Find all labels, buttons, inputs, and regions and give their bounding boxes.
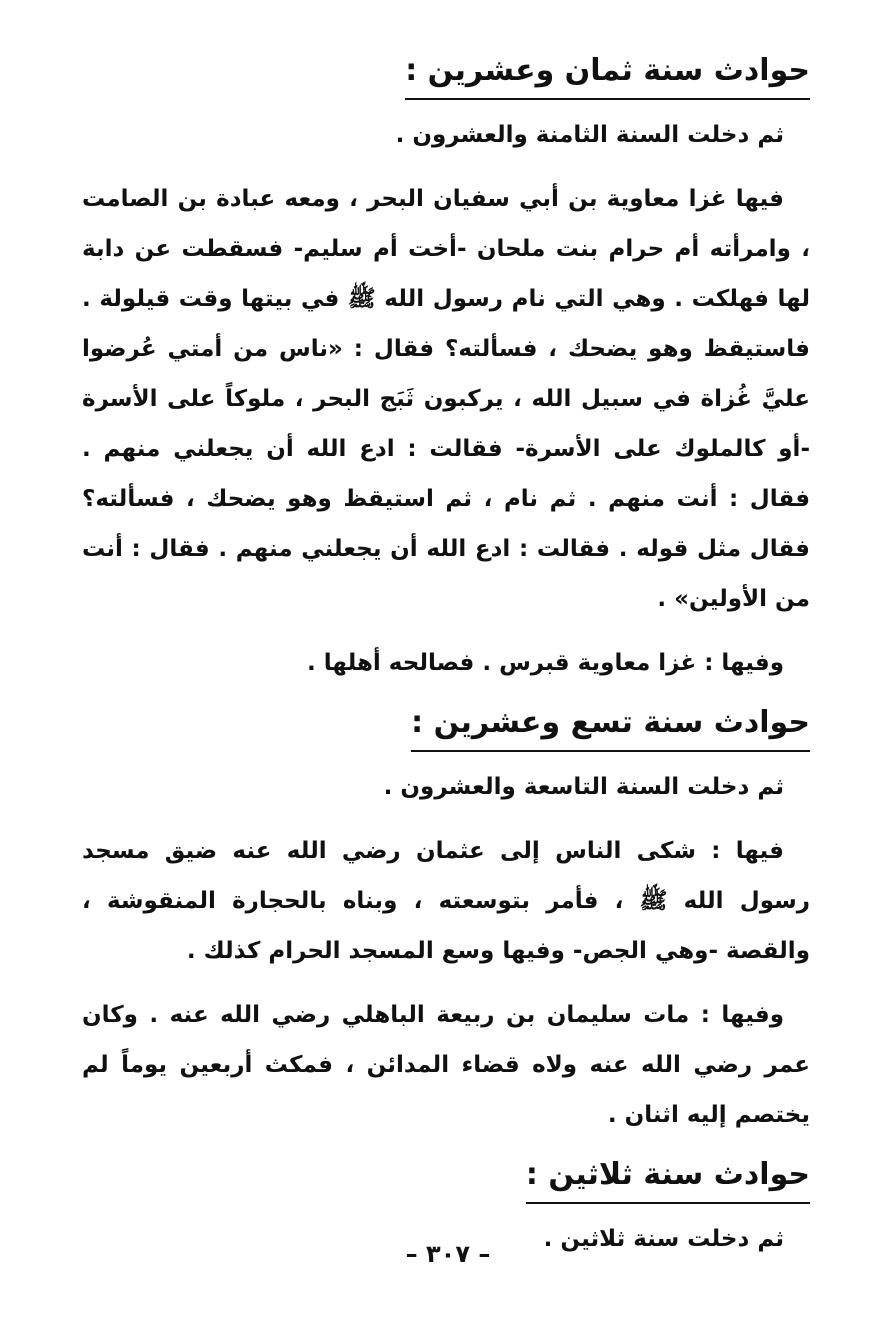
section-title: حوادث سنة ثلاثين : [526,1154,810,1204]
section-29 [82,702,810,1140]
paragraph: وفيها : مات سليمان بن ربيعة الباهلي رضي الله عنه . وكان عمر رضي الله عنه ولاه قضاء المدائن ، فمكث أربعين يوماً لم يختصم إليه اثنان . [82,1002,810,1128]
paragraph: ثم دخلت السنة الثامنة والعشرون . [395,122,784,148]
section-title: حوادث سنة تسع وعشرين : [411,702,810,752]
page-body [82,50,810,1278]
paragraph: فيها غزا معاوية بن أبي سفيان البحر ، ومعه عبادة بن الصامت ، وامرأته أم حرام بنت ملحان -أخت أم سليم- فسقطت عن دابة لها فهلكت . وهي التي نام رسول الله ﷺ في بيتها وقت قيلولة . فاستيقظ وهو يضحك ، فسألته؟ فقال : «ناس من أمتي عُرضوا عليَّ غُزاة في سبيل الله ، يركبون ثَبَج البحر ، ملوكاً على الأسرة -أو كالملوك على الأسرة- فقالت : ادع الله أن يجعلني منهم . فقال : أنت منهم . ثم نام ، ثم استيقظ وهو يضحك ، فسألته؟ فقال مثل قوله . فقالت : ادع الله أن يجعلني منهم . فقال : أنت من الأولين» . [82,186,810,612]
section-28 [82,50,810,688]
paragraph: وفيها : غزا معاوية قبرس . فصالحه أهلها . [307,650,784,676]
page-number: – ٣٠٧ – [405,1240,491,1268]
paragraph: ثم دخلت سنة ثلاثين . [543,1226,784,1252]
paragraph: ثم دخلت السنة التاسعة والعشرون . [383,774,784,800]
paragraph: فيها : شكى الناس إلى عثمان رضي الله عنه ضيق مسجد رسول الله ﷺ ، فأمر بتوسعته ، وبناه بالحجارة المنقوشة ، والقصة -وهي الجص- وفيها وسع المسجد الحرام كذلك . [82,838,810,964]
section-title: حوادث سنة ثمان وعشرين : [405,50,810,100]
